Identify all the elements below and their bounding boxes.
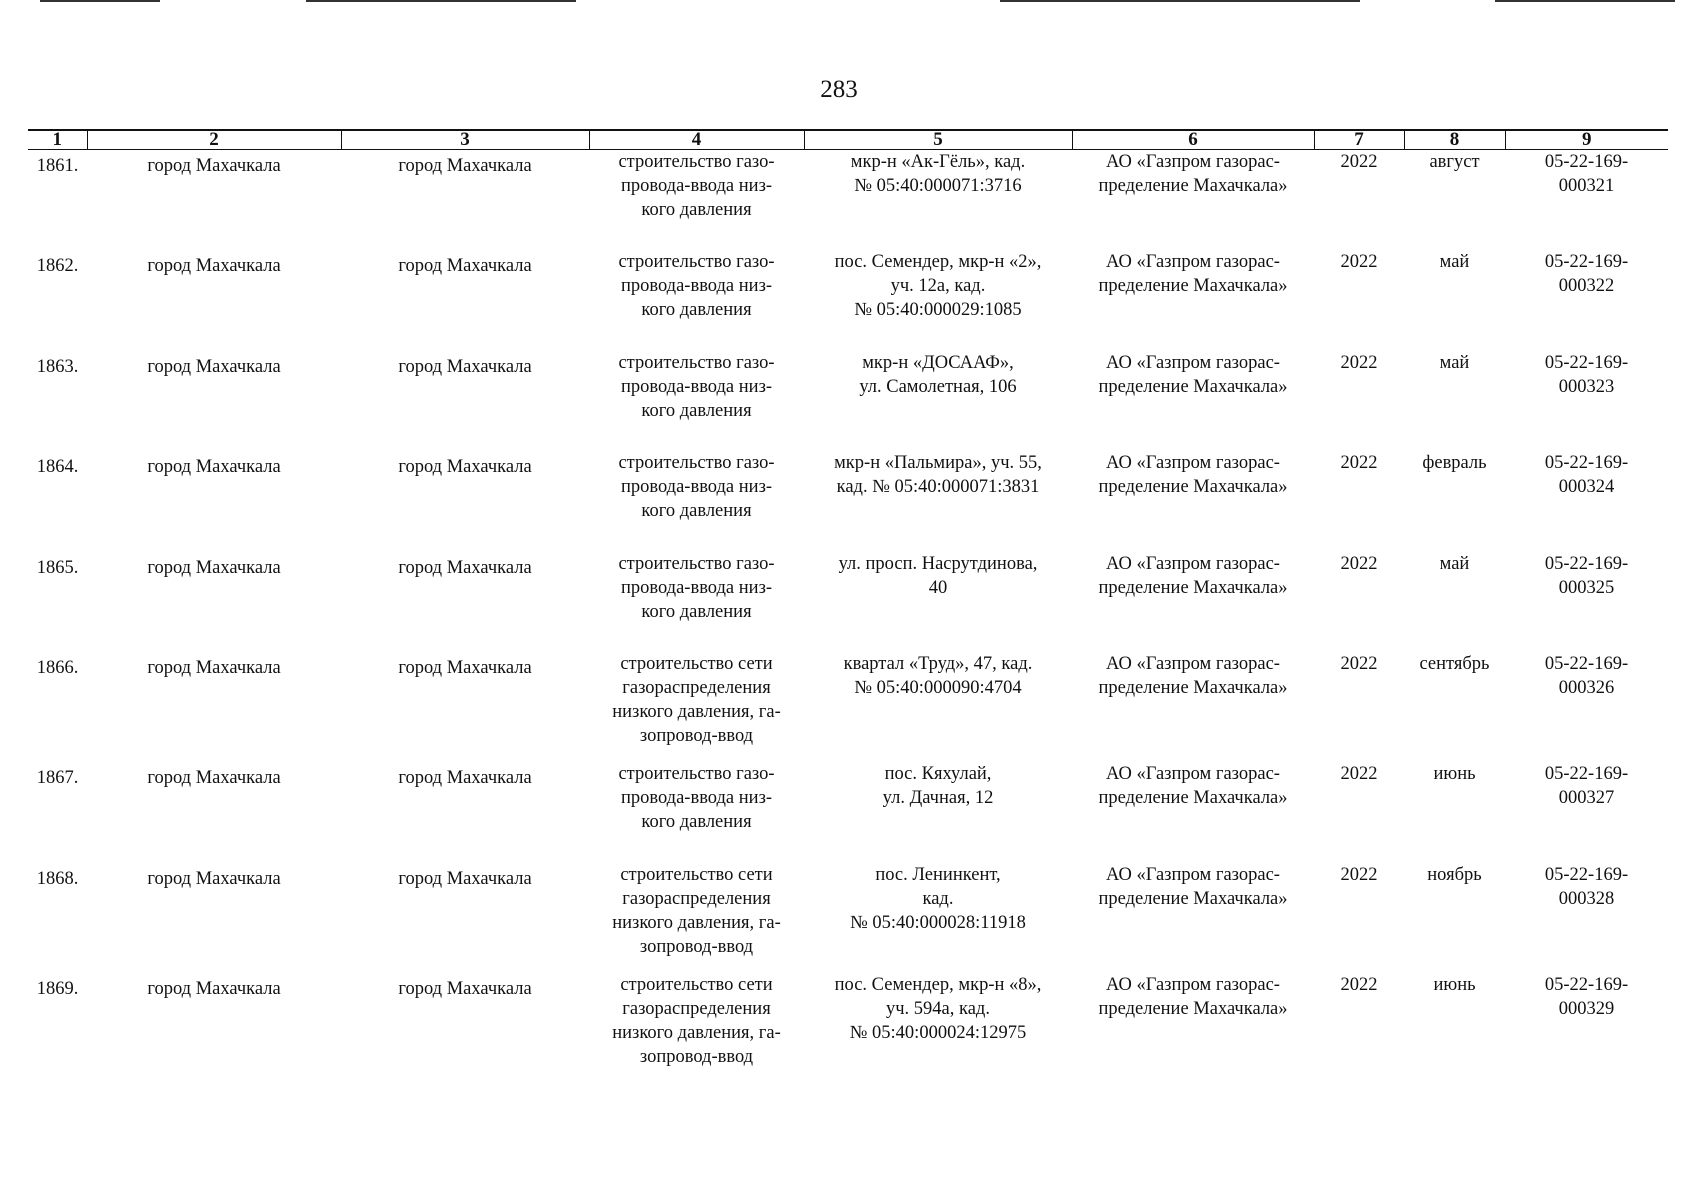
year-cell: 2022: [1340, 864, 1378, 885]
column-header-9: 9: [1505, 131, 1668, 150]
code-cell: 05-22-169- 000329: [1544, 974, 1629, 1019]
scan-edge-line: [40, 0, 160, 2]
header-row: [28, 131, 1668, 150]
table-row: [28, 451, 1668, 552]
month-cell: май: [1439, 553, 1470, 574]
work-description-cell: строительство газо- провода-ввода низ- кого давления: [618, 553, 775, 622]
municipality-cell: город Махачкала: [147, 658, 281, 678]
table-row: [28, 351, 1668, 452]
operator-cell: АО «Газпром газорас- пределение Махачкала»: [1098, 974, 1288, 1019]
address-cell: пос. Кяхулай, ул. Дачная, 12: [882, 764, 994, 808]
operator-cell: АО «Газпром газорас- пределение Махачкала»: [1098, 553, 1288, 598]
work-description-cell: строительство газо- провода-ввода низ- кого давления: [618, 152, 775, 220]
address-cell: мкр-н «Ак-Гёль», кад. № 05:40:000071:3716: [850, 152, 1026, 196]
municipality-cell: город Махачкала: [147, 356, 281, 377]
row-number: 1862.: [36, 256, 79, 276]
page-number: 283: [820, 76, 858, 103]
settlement-cell: город Махачкала: [398, 557, 532, 578]
work-description-cell: строительство сети газораспределения низкого давления, га- зопровод-ввод: [612, 974, 781, 1067]
address-cell: пос. Ленинкент, кад. № 05:40:000028:11918: [850, 864, 1026, 933]
column-header-7: 7: [1314, 131, 1404, 150]
code-cell: 05-22-169- 000328: [1544, 864, 1629, 909]
municipality-cell: город Махачкала: [147, 156, 281, 176]
operator-cell: АО «Газпром газорас- пределение Махачкала»: [1098, 654, 1288, 698]
row-number: 1869.: [36, 978, 79, 999]
address-cell: ул. просп. Насрутдинова, 40: [838, 553, 1038, 598]
scan-edge-line: [306, 0, 576, 2]
scan-edge-line: [1495, 0, 1675, 2]
address-cell: мкр-н «ДОСААФ», ул. Самолетная, 106: [859, 352, 1017, 397]
column-header-6: 6: [1072, 131, 1314, 150]
code-cell: 05-22-169- 000327: [1544, 764, 1629, 808]
code-cell: 05-22-169- 000321: [1544, 152, 1629, 196]
settlement-cell: город Махачкала: [398, 978, 532, 999]
address-cell: мкр-н «Пальмира», уч. 55, кад. № 05:40:000071:3831: [834, 453, 1042, 497]
column-header-2: 2: [87, 131, 341, 150]
table-row: [28, 150, 1668, 251]
column-header-3: 3: [341, 131, 589, 150]
work-description-cell: строительство сети газораспределения низкого давления, га- зопровод-ввод: [612, 864, 781, 957]
column-header-4: 4: [589, 131, 804, 150]
row-number: 1867.: [36, 768, 79, 788]
year-cell: 2022: [1340, 974, 1378, 995]
year-cell: 2022: [1340, 152, 1378, 172]
row-number: 1861.: [36, 156, 79, 176]
month-cell: июнь: [1433, 974, 1476, 995]
year-cell: 2022: [1340, 252, 1378, 272]
month-cell: май: [1439, 252, 1470, 272]
settlement-cell: город Махачкала: [398, 256, 532, 276]
operator-cell: АО «Газпром газорас- пределение Махачкала»: [1098, 453, 1288, 497]
column-header-8: 8: [1404, 131, 1505, 150]
year-cell: 2022: [1340, 553, 1378, 574]
address-cell: пос. Семендер, мкр-н «2», уч. 12а, кад. № 05:40:000029:1085: [834, 252, 1042, 320]
scan-edge-line: [1000, 0, 1360, 2]
code-cell: 05-22-169- 000325: [1544, 553, 1629, 598]
municipality-cell: город Махачкала: [147, 768, 281, 788]
address-cell: пос. Семендер, мкр-н «8», уч. 594а, кад. № 05:40:000024:12975: [834, 974, 1042, 1043]
year-cell: 2022: [1340, 654, 1378, 674]
settlement-cell: город Махачкала: [398, 156, 532, 176]
column-header-1: 1: [28, 131, 87, 150]
municipality-cell: город Махачкала: [147, 868, 281, 889]
municipality-cell: город Махачкала: [147, 557, 281, 578]
code-cell: 05-22-169- 000326: [1544, 654, 1629, 698]
table-row: [28, 552, 1668, 653]
work-description-cell: строительство газо- провода-ввода низ- кого давления: [618, 252, 775, 320]
work-description-cell: строительство сети газораспределения низкого давления, га- зопровод-ввод: [612, 654, 781, 746]
year-cell: 2022: [1340, 453, 1378, 473]
settlement-cell: город Махачкала: [398, 868, 532, 889]
code-cell: 05-22-169- 000324: [1544, 453, 1629, 497]
table-row: [28, 652, 1668, 762]
work-description-cell: строительство газо- провода-ввода низ- кого давления: [618, 764, 775, 832]
operator-cell: АО «Газпром газорас- пределение Махачкала»: [1098, 764, 1288, 808]
month-cell: август: [1429, 152, 1480, 172]
settlement-cell: город Махачкала: [398, 356, 532, 377]
operator-cell: АО «Газпром газорас- пределение Махачкала»: [1098, 352, 1288, 397]
row-number: 1863.: [36, 356, 79, 377]
month-cell: февраль: [1422, 453, 1487, 473]
municipality-cell: город Махачкала: [147, 256, 281, 276]
table-header: [28, 130, 1668, 150]
work-description-cell: строительство газо- провода-ввода низ- кого давления: [618, 352, 775, 421]
register-table: [28, 129, 1668, 1083]
operator-cell: АО «Газпром газорас- пределение Махачкала»: [1098, 152, 1288, 196]
row-number: 1866.: [36, 658, 79, 678]
operator-cell: АО «Газпром газорас- пределение Махачкала»: [1098, 252, 1288, 296]
row-number: 1865.: [36, 557, 79, 578]
municipality-cell: город Махачкала: [147, 978, 281, 999]
month-cell: сентябрь: [1419, 654, 1490, 674]
table-row: [28, 762, 1668, 863]
month-cell: ноябрь: [1427, 864, 1482, 885]
column-header-5: 5: [804, 131, 1072, 150]
year-cell: 2022: [1340, 352, 1378, 373]
code-cell: 05-22-169- 000323: [1544, 352, 1629, 397]
row-number: 1864.: [36, 457, 79, 477]
work-description-cell: строительство газо- провода-ввода низ- кого давления: [618, 453, 775, 521]
settlement-cell: город Махачкала: [398, 457, 532, 477]
table-row: [28, 250, 1668, 351]
table-body: [28, 150, 1668, 1083]
row-number: 1868.: [36, 868, 79, 889]
table-row: [28, 973, 1668, 1083]
code-cell: 05-22-169- 000322: [1544, 252, 1629, 296]
month-cell: май: [1439, 352, 1470, 373]
year-cell: 2022: [1340, 764, 1378, 784]
address-cell: квартал «Труд», 47, кад. № 05:40:000090:4704: [843, 654, 1033, 698]
operator-cell: АО «Газпром газорас- пределение Махачкала»: [1098, 864, 1288, 909]
municipality-cell: город Махачкала: [147, 457, 281, 477]
settlement-cell: город Махачкала: [398, 768, 532, 788]
month-cell: июнь: [1433, 764, 1476, 784]
table-row: [28, 863, 1668, 973]
settlement-cell: город Махачкала: [398, 658, 532, 678]
